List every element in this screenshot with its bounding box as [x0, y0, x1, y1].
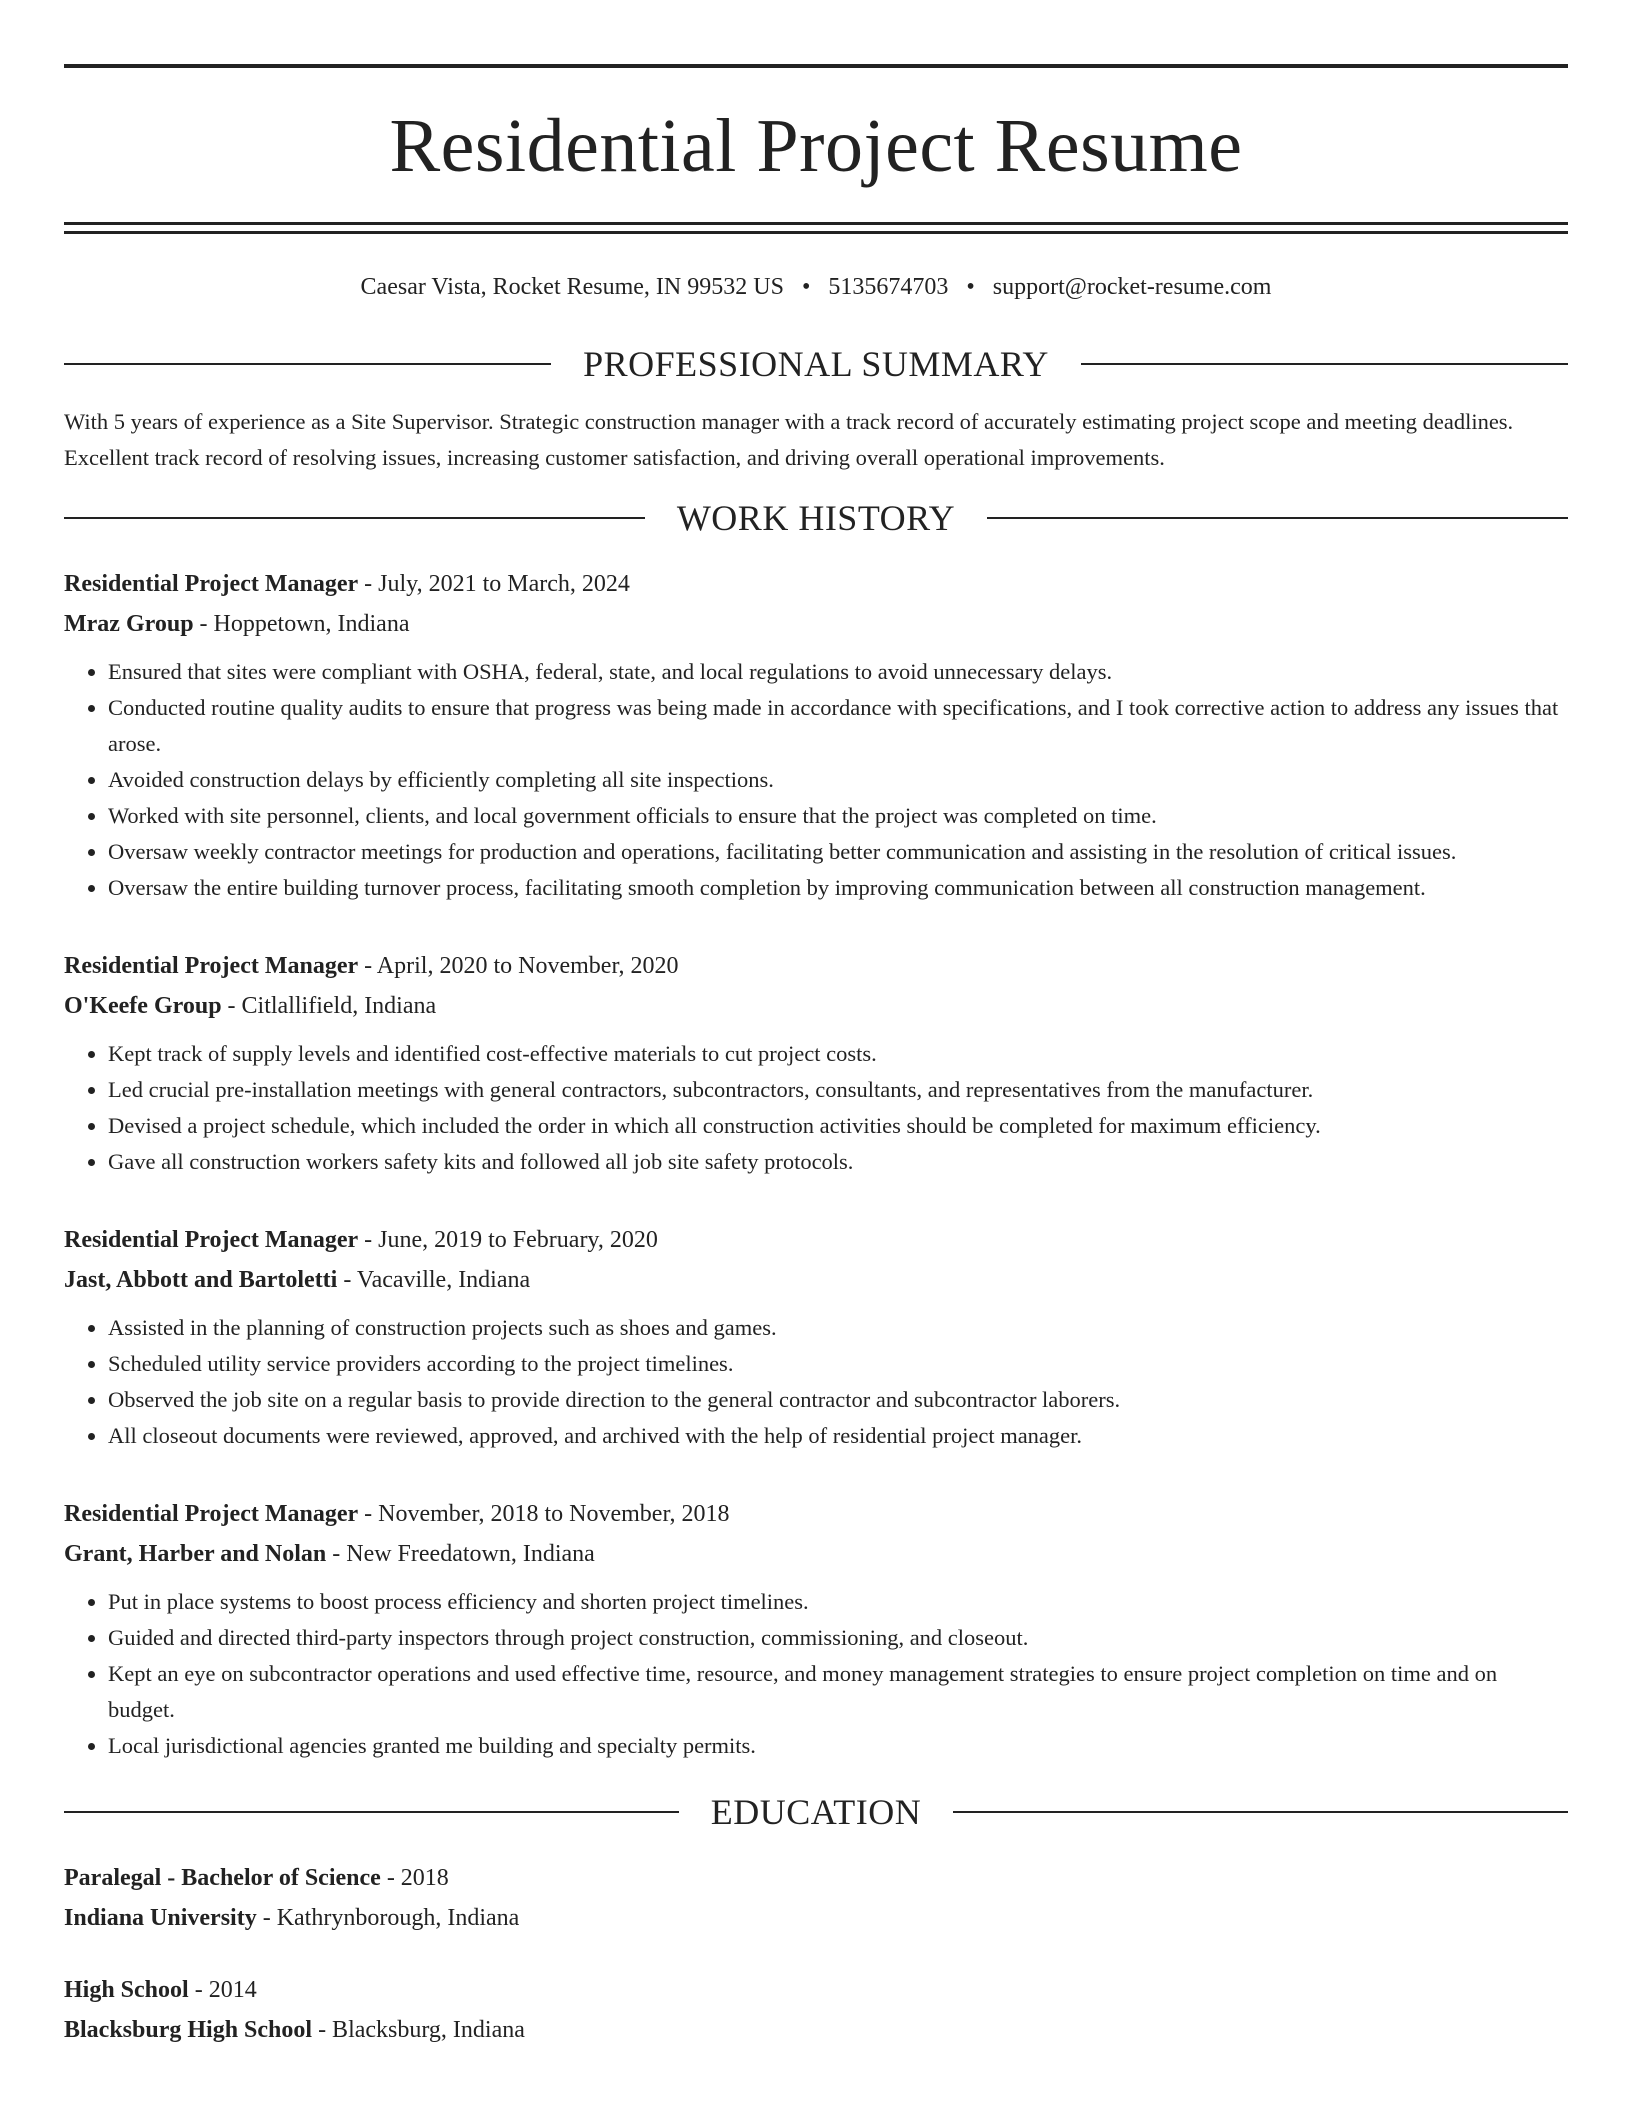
job-bullet: • Scheduled utility service providers according to the project timelines. — [108, 1346, 1568, 1382]
education-degree: High School — [64, 1977, 189, 2003]
job-bullet: • Kept track of supply levels and identified cost-effective materials to cut project costs. — [108, 1036, 1568, 1072]
heading-rule-right — [1081, 363, 1568, 365]
contact-email: support@rocket-resume.com — [992, 274, 1272, 300]
education-degree-line — [64, 1858, 1568, 1898]
contact-phone: 5135674703 — [828, 274, 949, 300]
education-school-line — [64, 1898, 1568, 1938]
job-bullet: • Led crucial pre-installation meetings with general contractors, subcontractors, consultants, and representatives from the manufacturer. — [108, 1072, 1568, 1108]
job-company-line — [64, 604, 1568, 644]
job-title: Residential Project Manager — [64, 1501, 359, 1527]
job-bullet: • Guided and directed third-party inspectors through project construction, commissioning, and closeout. — [108, 1620, 1568, 1656]
job-bullet: • Ensured that sites were compliant with OSHA, federal, state, and local regulations to avoid unnecessary delays. — [108, 654, 1568, 690]
education-heading-label: EDUCATION — [710, 1792, 922, 1832]
job-location: - New Freedatown, Indiana — [332, 1541, 595, 1567]
job-location: - Hoppetown, Indiana — [199, 611, 410, 637]
top-rule — [64, 64, 1568, 68]
job-bullet-list — [64, 654, 1568, 906]
job-bullet: • Put in place systems to boost process efficiency and shorten project timelines. — [108, 1584, 1568, 1620]
job-company: Mraz Group — [64, 611, 194, 637]
heading-rule-left — [64, 1811, 679, 1813]
job-bullet: • Assisted in the planning of construction projects such as shoes and games. — [108, 1310, 1568, 1346]
job-title: Residential Project Manager — [64, 1227, 359, 1253]
summary-text: With 5 years of experience as a Site Supervisor. Strategic construction manager with a track record of accurately estimating project scope and meeting deadlines. Excellent track record of resolving issues, increasing customer satisfaction, and driving overall operational improvements. — [64, 409, 1514, 470]
job-bullet: • Devised a project schedule, which included the order in which all construction activities should be completed for maximum efficiency. — [108, 1108, 1568, 1144]
summary-heading-label: PROFESSIONAL SUMMARY — [583, 344, 1049, 384]
job-bullet: • Kept an eye on subcontractor operations and used effective time, resource, and money management strategies to ensure project completion on time and on budget. — [108, 1656, 1568, 1728]
job-entry — [64, 1494, 1568, 1764]
education-degree-line — [64, 1970, 1568, 2010]
title-rule-lower — [64, 231, 1568, 234]
job-title-line — [64, 1494, 1568, 1534]
title-rule-upper — [64, 222, 1568, 225]
job-title: Residential Project Manager — [64, 571, 359, 597]
job-company-line — [64, 1260, 1568, 1300]
education-degree: Paralegal - Bachelor of Science — [64, 1865, 381, 1891]
job-entry — [64, 946, 1568, 1180]
education-school-line — [64, 2010, 1568, 2050]
job-bullet-list — [64, 1584, 1568, 1764]
job-title: Residential Project Manager — [64, 953, 359, 979]
job-entry — [64, 564, 1568, 906]
work-heading-label: WORK HISTORY — [676, 498, 956, 538]
job-location: - Citlallifield, Indiana — [227, 993, 437, 1019]
job-company: Jast, Abbott and Bartoletti — [64, 1267, 338, 1293]
education-school: Blacksburg High School — [64, 2017, 313, 2043]
job-dates: - July, 2021 to March, 2024 — [364, 571, 630, 597]
job-company: Grant, Harber and Nolan — [64, 1541, 327, 1567]
summary-section-heading — [64, 342, 1568, 386]
work-section-heading — [64, 496, 1568, 540]
contact-address: Caesar Vista, Rocket Resume, IN 99532 US — [360, 274, 784, 300]
job-bullet: • Gave all construction workers safety kits and followed all job site safety protocols. — [108, 1144, 1568, 1180]
job-company-line — [64, 1534, 1568, 1574]
job-title-line — [64, 1220, 1568, 1260]
education-section-heading — [64, 1790, 1568, 1834]
job-bullet: • All closeout documents were reviewed, approved, and archived with the help of residential project manager. — [108, 1418, 1568, 1454]
work-history-list — [64, 564, 1568, 1764]
education-year: - 2014 — [194, 1977, 257, 2003]
job-bullet: • Oversaw the entire building turnover process, facilitating smooth completion by improving communication between all construction management. — [108, 870, 1568, 906]
heading-rule-right — [953, 1811, 1568, 1813]
job-bullet: • Conducted routine quality audits to ensure that progress was being made in accordance with specifications, and I took corrective action to address any issues that arose. — [108, 690, 1568, 762]
job-title-line — [64, 564, 1568, 604]
job-bullet: • Local jurisdictional agencies granted me building and specialty permits. — [108, 1728, 1568, 1764]
resume-page — [64, 64, 1568, 2050]
job-dates: - November, 2018 to November, 2018 — [364, 1501, 730, 1527]
job-bullet: • Observed the job site on a regular basis to provide direction to the general contractor and subcontractor laborers. — [108, 1382, 1568, 1418]
education-location: - Kathrynborough, Indiana — [262, 1905, 520, 1931]
education-school: Indiana University — [64, 1905, 257, 1931]
job-entry — [64, 1220, 1568, 1454]
job-dates: - June, 2019 to February, 2020 — [364, 1227, 658, 1253]
job-location: - Vacaville, Indiana — [343, 1267, 531, 1293]
job-dates: - April, 2020 to November, 2020 — [364, 953, 679, 979]
job-title-line — [64, 946, 1568, 986]
job-bullet-list — [64, 1036, 1568, 1180]
job-company: O'Keefe Group — [64, 993, 222, 1019]
job-bullet: • Avoided construction delays by efficiently completing all site inspections. — [108, 762, 1568, 798]
contact-separator: • — [801, 274, 811, 300]
job-bullet: • Worked with site personnel, clients, and local government officials to ensure that the project was completed on time. — [108, 798, 1568, 834]
heading-rule-left — [64, 363, 551, 365]
education-entry — [64, 1970, 1568, 2050]
education-entry — [64, 1858, 1568, 1938]
heading-rule-left — [64, 517, 645, 519]
heading-rule-right — [987, 517, 1568, 519]
education-list — [64, 1858, 1568, 2050]
job-company-line — [64, 986, 1568, 1026]
contact-line — [64, 272, 1568, 302]
job-bullet-list — [64, 1310, 1568, 1454]
education-location: - Blacksburg, Indiana — [318, 2017, 525, 2043]
contact-separator: • — [966, 274, 975, 300]
education-year: - 2018 — [386, 1865, 449, 1891]
resume-title: Residential Project Resume — [389, 104, 1243, 188]
job-bullet: • Oversaw weekly contractor meetings for production and operations, facilitating better communication and assisting in the resolution of critical issues. — [108, 834, 1568, 870]
